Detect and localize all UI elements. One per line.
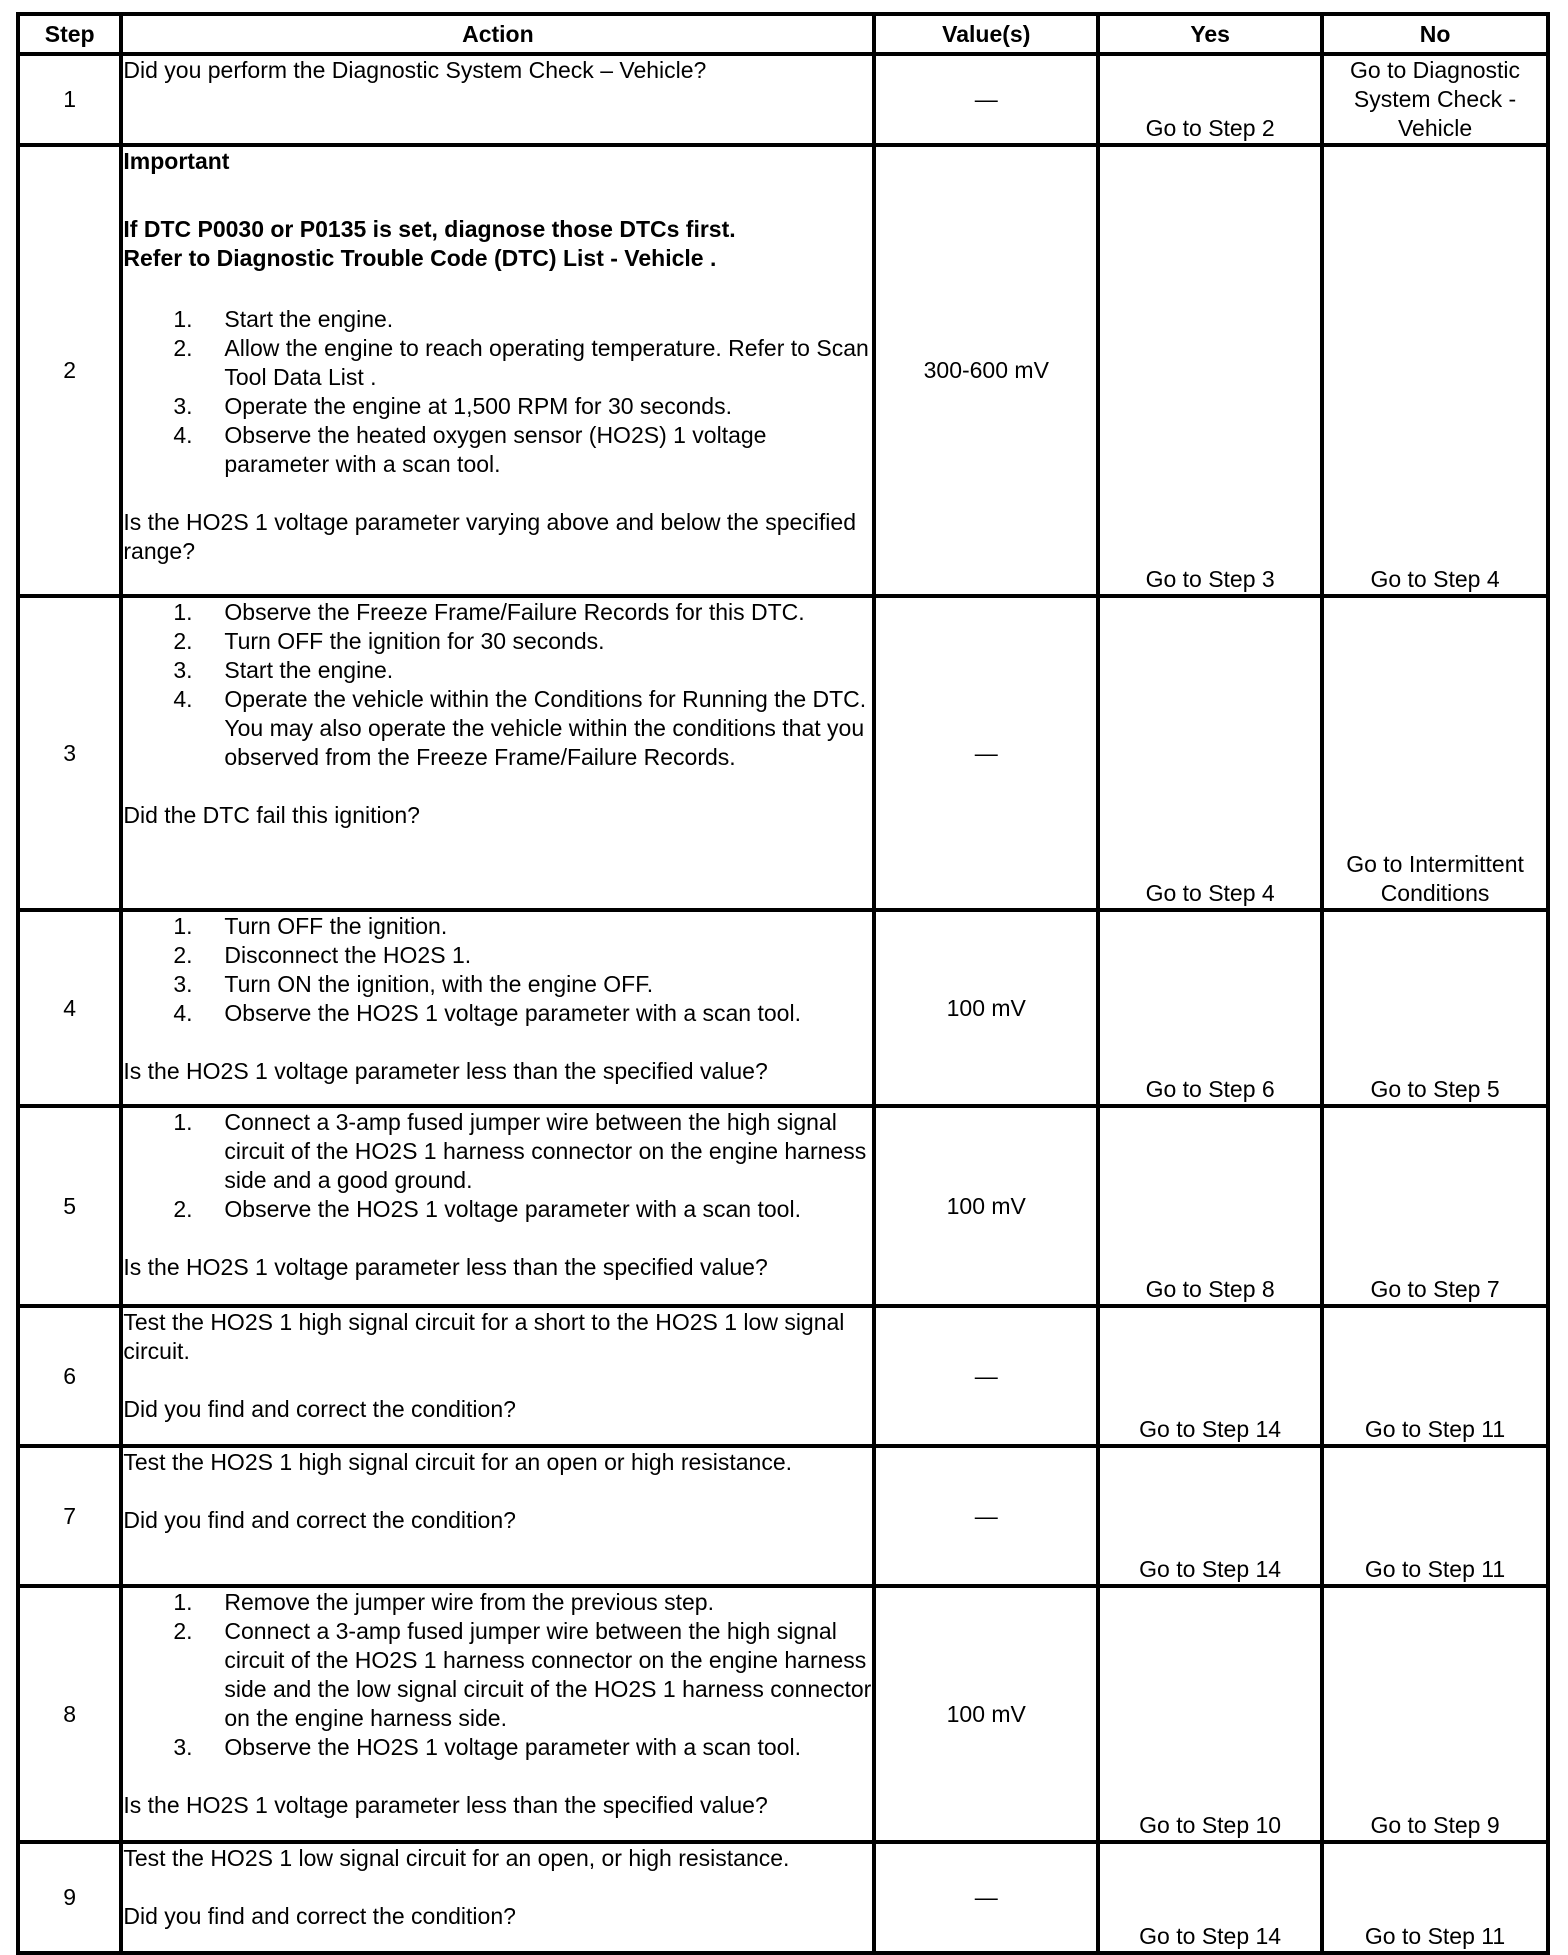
value-cell: 100 mV: [874, 1106, 1098, 1306]
action-cell: [121, 910, 874, 1106]
yes-cell: Go to Step 3: [1098, 145, 1322, 596]
yes-cell: Go to Step 6: [1098, 910, 1322, 1106]
action-question: Did you find and correct the condition?: [123, 1507, 516, 1533]
list-item: 1. Start the engine.: [173, 306, 394, 332]
diagnostic-page: [16, 12, 1550, 1955]
list-item: 1. Observe the Freeze Frame/Failure Records for this DTC.: [173, 599, 805, 625]
table-row: [18, 1306, 1548, 1446]
action-cell: [121, 596, 874, 910]
step-number: 2: [18, 145, 121, 596]
value-cell: —: [874, 1306, 1098, 1446]
important-title: Important: [123, 148, 230, 174]
action-text: Test the HO2S 1 low signal circuit for an open, or high resistance.: [123, 1845, 790, 1871]
list-item: 2. Turn OFF the ignition for 30 seconds.: [173, 628, 605, 654]
step-number: 9: [18, 1842, 121, 1953]
action-question: Did you find and correct the condition?: [123, 1396, 516, 1422]
no-cell: Go to Step 5: [1322, 910, 1548, 1106]
table-row: [18, 145, 1548, 596]
no-line: Conditions: [1380, 880, 1490, 906]
list-item: 3. Start the engine.: [173, 657, 394, 683]
action-cell: [121, 145, 874, 596]
table-row: [18, 1446, 1548, 1586]
no-cell: Go to Step 9: [1322, 1586, 1548, 1842]
no-line: Go to Diagnostic: [1350, 57, 1521, 83]
table-row: [18, 54, 1548, 145]
important-text: If DTC P0030 or P0135 is set, diagnose those DTCs first.: [123, 216, 736, 242]
header-action: Action: [121, 14, 874, 54]
list-item: 4. Operate the vehicle within the Conditions for Running the DTC. You may also operate the vehicle within the conditions that you observed from the Freeze Frame/Failure Records.: [173, 686, 867, 770]
instruction-list: [123, 1588, 872, 1762]
step-number: 1: [18, 54, 121, 145]
value-cell: 100 mV: [874, 1586, 1098, 1842]
instruction-list: [123, 305, 872, 479]
yes-cell: Go to Step 2: [1098, 54, 1322, 145]
header-yes: Yes: [1098, 14, 1322, 54]
action-cell: [121, 1446, 874, 1586]
yes-cell: Go to Step 10: [1098, 1586, 1322, 1842]
value-cell: 100 mV: [874, 910, 1098, 1106]
list-item: 1. Remove the jumper wire from the previous step.: [173, 1589, 714, 1615]
header-step: Step: [18, 14, 121, 54]
no-line: Vehicle: [1397, 115, 1473, 141]
list-item: 2. Allow the engine to reach operating temperature. Refer to Scan Tool Data List .: [173, 335, 869, 390]
value-cell: —: [874, 54, 1098, 145]
value-cell: —: [874, 596, 1098, 910]
step-number: 6: [18, 1306, 121, 1446]
table-header-row: [18, 14, 1548, 54]
no-cell: [1322, 596, 1548, 910]
step-number: 7: [18, 1446, 121, 1586]
table-row: [18, 1842, 1548, 1953]
value-cell: —: [874, 1446, 1098, 1586]
list-item: 2. Disconnect the HO2S 1.: [173, 942, 472, 968]
header-value: Value(s): [874, 14, 1098, 54]
list-item: 4. Observe the HO2S 1 voltage parameter with a scan tool.: [173, 1000, 801, 1026]
yes-cell: Go to Step 14: [1098, 1842, 1322, 1953]
no-cell: Go to Step 4: [1322, 145, 1548, 596]
list-item: 3. Operate the engine at 1,500 RPM for 30 seconds.: [173, 393, 732, 419]
no-line: Go to Intermittent: [1346, 851, 1524, 877]
yes-cell: Go to Step 14: [1098, 1446, 1322, 1586]
no-line: System Check -: [1353, 86, 1517, 112]
instruction-list: [123, 1108, 872, 1224]
value-cell: 300-600 mV: [874, 145, 1098, 596]
action-question: Is the HO2S 1 voltage parameter less than the specified value?: [123, 1792, 768, 1818]
table-row: [18, 1106, 1548, 1306]
list-item: 1. Connect a 3-amp fused jumper wire between the high signal circuit of the HO2S 1 harness connector on the engine harness side and a good ground.: [173, 1109, 867, 1193]
value-cell: —: [874, 1842, 1098, 1953]
no-cell: [1322, 54, 1548, 145]
action-question: Did you perform the Diagnostic System Check – Vehicle?: [123, 57, 707, 83]
no-cell: Go to Step 11: [1322, 1306, 1548, 1446]
yes-cell: Go to Step 8: [1098, 1106, 1322, 1306]
action-cell: [121, 54, 874, 145]
list-item: 3. Turn ON the ignition, with the engine OFF.: [173, 971, 654, 997]
no-cell: Go to Step 11: [1322, 1446, 1548, 1586]
yes-cell: Go to Step 14: [1098, 1306, 1322, 1446]
step-number: 3: [18, 596, 121, 910]
table-row: [18, 1586, 1548, 1842]
action-text: Test the HO2S 1 high signal circuit for an open or high resistance.: [123, 1449, 793, 1475]
step-number: 8: [18, 1586, 121, 1842]
step-number: 4: [18, 910, 121, 1106]
list-item: 4. Observe the heated oxygen sensor (HO2S) 1 voltage parameter with a scan tool.: [173, 422, 767, 477]
instruction-list: [123, 912, 872, 1028]
action-cell: [121, 1106, 874, 1306]
action-question: Is the HO2S 1 voltage parameter less than the specified value?: [123, 1058, 768, 1084]
list-item: 2. Connect a 3-amp fused jumper wire between the high signal circuit of the HO2S 1 harness connector on the engine harness side and the low signal circuit of the HO2S 1 harness connector on the engine harness side.: [173, 1618, 872, 1731]
diagnostic-table: [16, 12, 1550, 1955]
action-cell: [121, 1842, 874, 1953]
instruction-list: [123, 598, 872, 772]
table-row: [18, 910, 1548, 1106]
header-no: No: [1322, 14, 1548, 54]
no-cell: Go to Step 11: [1322, 1842, 1548, 1953]
action-cell: [121, 1586, 874, 1842]
action-text: Test the HO2S 1 high signal circuit for a short to the HO2S 1 low signal circuit.: [123, 1309, 845, 1364]
list-item: 2. Observe the HO2S 1 voltage parameter with a scan tool.: [173, 1196, 801, 1222]
action-question: Is the HO2S 1 voltage parameter less than the specified value?: [123, 1254, 768, 1280]
no-cell: Go to Step 7: [1322, 1106, 1548, 1306]
list-item: 3. Observe the HO2S 1 voltage parameter with a scan tool.: [173, 1734, 801, 1760]
list-item: 1. Turn OFF the ignition.: [173, 913, 448, 939]
action-question: Did the DTC fail this ignition?: [123, 802, 420, 828]
important-text: Refer to Diagnostic Trouble Code (DTC) List - Vehicle .: [123, 245, 717, 271]
table-row: [18, 596, 1548, 910]
action-question: Is the HO2S 1 voltage parameter varying above and below the specified range?: [123, 509, 856, 564]
action-cell: [121, 1306, 874, 1446]
action-question: Did you find and correct the condition?: [123, 1903, 516, 1929]
step-number: 5: [18, 1106, 121, 1306]
yes-cell: Go to Step 4: [1098, 596, 1322, 910]
